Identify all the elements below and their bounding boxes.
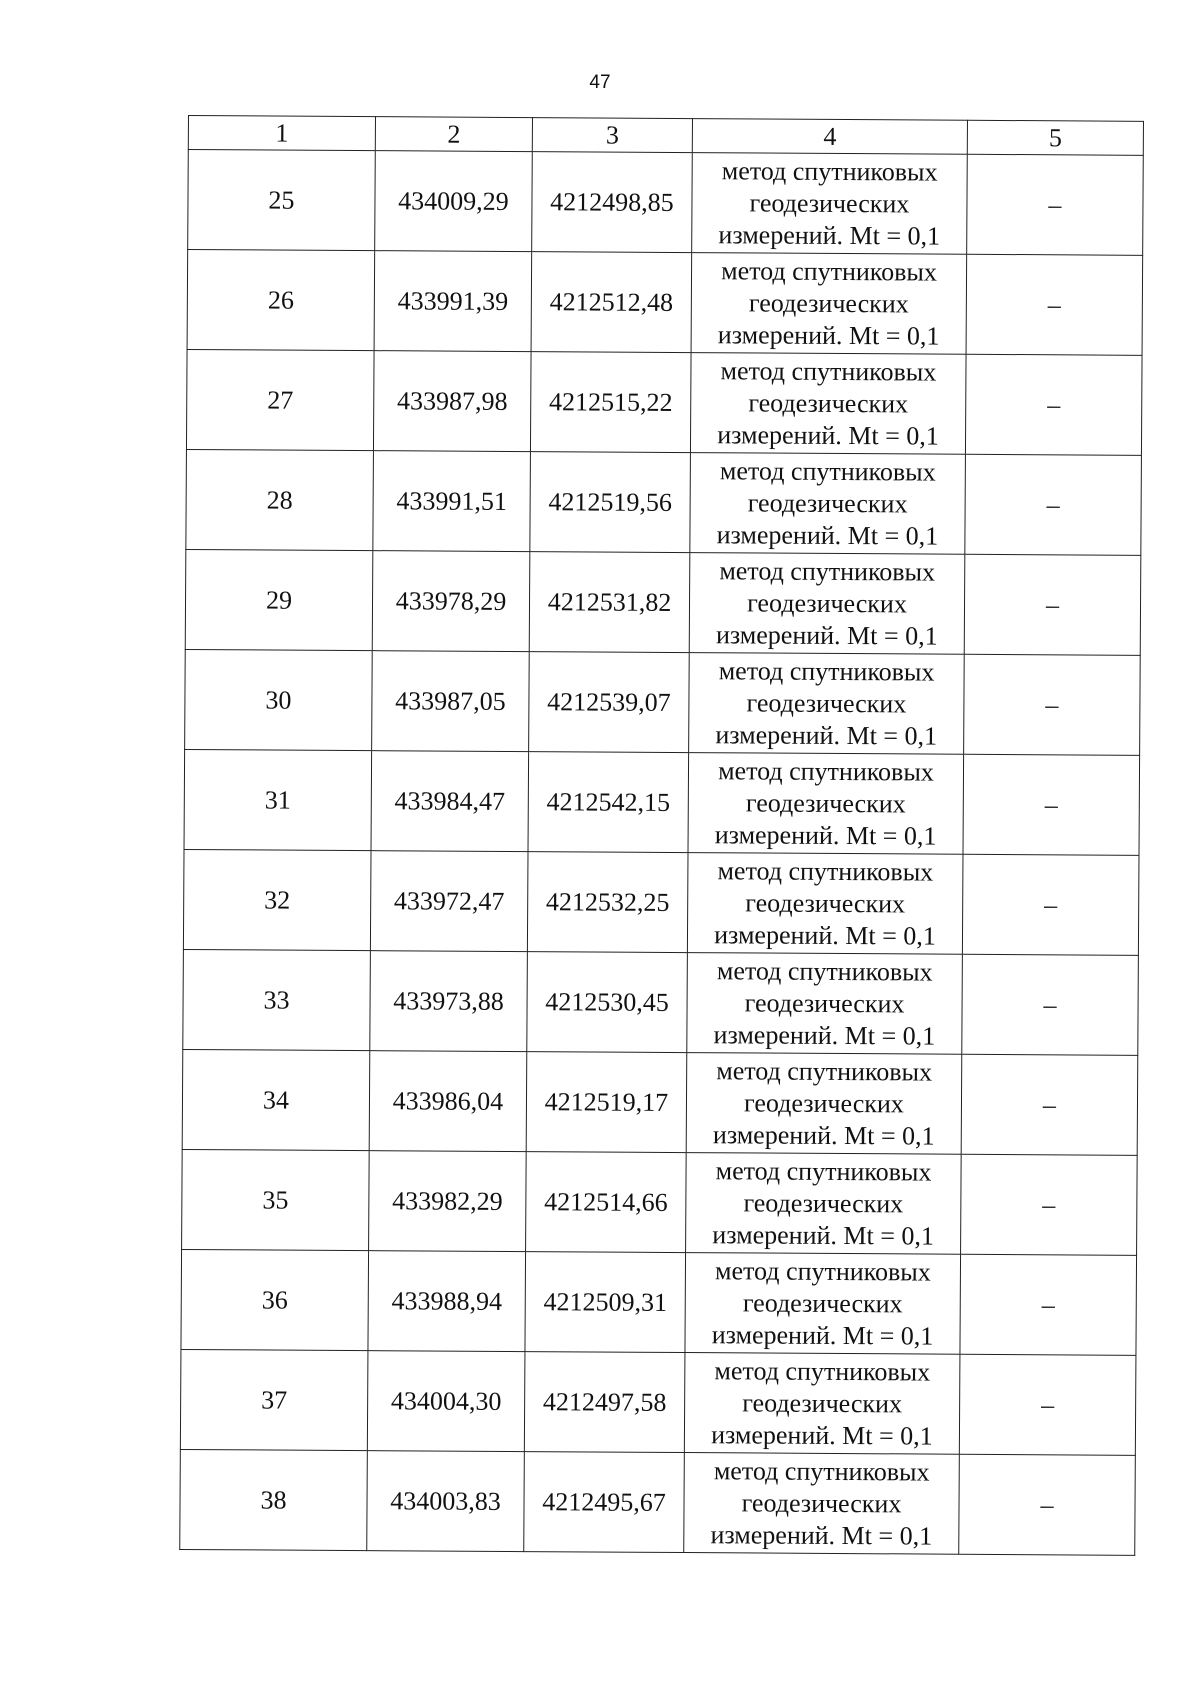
method-text-line: геодезических	[747, 587, 907, 618]
table-row	[186, 349, 1142, 455]
method-cell	[686, 1153, 962, 1255]
point-number-cell: 36	[181, 1249, 369, 1350]
method-text-line: измерений. Mt = 0,1	[710, 1519, 933, 1551]
method-text-line: геодезических	[744, 987, 905, 1018]
method-text-line: геодезических	[749, 187, 910, 218]
header-row	[188, 116, 1143, 156]
method-text-line: геодезических	[742, 1287, 903, 1318]
table-row	[180, 1449, 1136, 1555]
x-coordinate-cell: 433973,88	[370, 951, 528, 1052]
table-row	[186, 449, 1142, 555]
table-row	[185, 549, 1141, 655]
method-text-line: метод спутниковых	[715, 1255, 931, 1287]
note-cell: –	[961, 1054, 1138, 1155]
y-coordinate-cell: 4212532,25	[527, 852, 688, 953]
method-cell	[690, 453, 966, 555]
method-text-line: метод спутниковых	[713, 1455, 930, 1487]
note-cell: –	[962, 954, 1139, 1055]
method-text-line: геодезических	[745, 887, 906, 918]
note-cell: –	[960, 1254, 1137, 1355]
method-cell	[687, 953, 963, 1055]
method-text-line: геодезических	[742, 1387, 903, 1418]
method-text-line: метод спутниковых	[716, 1055, 933, 1087]
method-text-line: геодезических	[748, 287, 909, 318]
method-text-line: метод спутниковых	[715, 1155, 932, 1187]
y-coordinate-cell: 4212531,82	[529, 552, 690, 653]
point-number-cell: 26	[187, 250, 375, 351]
table-row	[180, 1349, 1136, 1455]
y-coordinate-cell: 4212509,31	[525, 1252, 686, 1353]
x-coordinate-cell: 433972,47	[370, 851, 528, 952]
note-cell: –	[961, 1154, 1138, 1255]
table-row	[188, 150, 1144, 256]
method-text-line: измерений. Mt = 0,1	[712, 1219, 935, 1251]
point-number-cell: 35	[182, 1149, 370, 1250]
method-cell	[687, 853, 963, 955]
x-coordinate-cell: 433991,39	[374, 251, 532, 352]
method-cell	[690, 353, 966, 455]
note-cell: –	[964, 554, 1141, 655]
method-text-line: измерений. Mt = 0,1	[712, 1119, 935, 1151]
y-coordinate-cell: 4212530,45	[527, 952, 688, 1053]
method-text-line: измерений. Mt = 0,1	[714, 819, 937, 851]
method-text-line: метод спутниковых	[717, 855, 934, 887]
method-text-line: геодезических	[746, 687, 907, 718]
header-cell-4: 4	[692, 119, 967, 155]
header-cell-1: 1	[188, 116, 375, 151]
y-coordinate-cell: 4212498,85	[532, 152, 693, 253]
point-number-cell: 32	[183, 849, 371, 950]
table-row	[185, 649, 1141, 755]
method-text-line: измерений. Mt = 0,1	[711, 1419, 933, 1451]
method-cell	[692, 153, 968, 255]
x-coordinate-cell: 433987,05	[372, 651, 530, 752]
method-text-line: геодезических	[745, 787, 906, 818]
method-text-line: измерений. Mt = 0,1	[714, 919, 936, 951]
method-text-line: метод спутниковых	[719, 555, 936, 587]
method-text-line: измерений. Mt = 0,1	[711, 1319, 934, 1351]
y-coordinate-cell: 4212515,22	[530, 352, 691, 453]
method-text-line: метод спутниковых	[716, 955, 933, 987]
note-cell: –	[959, 1354, 1136, 1455]
header-cell-3: 3	[532, 118, 692, 153]
y-coordinate-cell: 4212512,48	[531, 252, 692, 353]
point-number-cell: 31	[184, 749, 372, 850]
x-coordinate-cell: 433986,04	[369, 1051, 527, 1152]
y-coordinate-cell: 4212497,58	[524, 1352, 685, 1453]
method-text-line: метод спутниковых	[720, 355, 937, 387]
method-text-line: измерений. Mt = 0,1	[715, 719, 938, 751]
header-cell-2: 2	[375, 117, 532, 152]
x-coordinate-cell: 433982,29	[369, 1151, 527, 1252]
method-cell	[691, 253, 967, 355]
point-number-cell: 29	[185, 549, 373, 650]
y-coordinate-cell: 4212539,07	[529, 652, 690, 753]
y-coordinate-cell: 4212519,17	[526, 1052, 687, 1153]
header-cell-5: 5	[967, 120, 1143, 155]
point-number-cell: 30	[185, 649, 373, 750]
method-text-line: метод спутниковых	[714, 1355, 931, 1387]
point-number-cell: 27	[186, 349, 374, 450]
x-coordinate-cell: 433978,29	[372, 551, 530, 652]
note-cell: –	[967, 154, 1144, 255]
method-text-line: геодезических	[741, 1487, 902, 1518]
table-row	[182, 1149, 1138, 1255]
table-row	[181, 1249, 1137, 1355]
method-cell	[689, 553, 965, 655]
note-cell: –	[963, 754, 1140, 855]
note-cell: –	[962, 854, 1139, 955]
table-row	[183, 849, 1139, 955]
method-text-line: измерений. Mt = 0,1	[718, 219, 941, 251]
table-body	[180, 150, 1144, 1556]
table-row	[182, 1049, 1138, 1155]
method-text-line: геодезических	[748, 387, 909, 418]
point-number-cell: 38	[180, 1449, 368, 1550]
method-text-line: метод спутниковых	[721, 155, 938, 187]
point-number-cell: 34	[182, 1049, 370, 1150]
method-text-line: геодезических	[743, 1187, 904, 1218]
note-cell: –	[966, 254, 1143, 355]
y-coordinate-cell: 4212542,15	[528, 752, 689, 853]
x-coordinate-cell: 433988,94	[368, 1251, 526, 1352]
x-coordinate-cell: 433991,51	[373, 451, 531, 552]
table-row	[184, 749, 1140, 855]
y-coordinate-cell: 4212514,66	[526, 1152, 687, 1253]
coordinates-table	[179, 115, 1144, 1556]
method-text-line: измерений. Mt = 0,1	[713, 1019, 936, 1051]
point-number-cell: 28	[186, 449, 374, 550]
table-row	[187, 250, 1143, 356]
method-cell	[684, 1353, 960, 1455]
x-coordinate-cell: 433984,47	[371, 751, 529, 852]
method-text-line: измерений. Mt = 0,1	[717, 319, 940, 351]
y-coordinate-cell: 4212519,56	[530, 452, 691, 553]
method-text-line: метод спутниковых	[721, 255, 937, 287]
point-number-cell: 37	[180, 1349, 368, 1450]
x-coordinate-cell: 434003,83	[367, 1451, 525, 1552]
note-cell: –	[965, 454, 1142, 555]
method-text-line: измерений. Mt = 0,1	[715, 619, 938, 651]
table-row	[183, 949, 1139, 1055]
x-coordinate-cell: 433987,98	[373, 351, 531, 452]
method-text-line: измерений. Mt = 0,1	[716, 519, 939, 551]
note-cell: –	[959, 1454, 1136, 1555]
method-cell	[684, 1453, 960, 1555]
y-coordinate-cell: 4212495,67	[524, 1452, 685, 1553]
method-text-line: измерений. Mt = 0,1	[717, 419, 939, 451]
method-cell	[688, 753, 964, 855]
method-text-line: геодезических	[744, 1087, 904, 1118]
method-cell	[689, 653, 965, 755]
method-cell	[685, 1253, 961, 1355]
point-number-cell: 33	[183, 949, 371, 1050]
point-number-cell: 25	[188, 150, 376, 251]
method-text-line: метод спутниковых	[718, 655, 935, 687]
method-cell	[686, 1053, 962, 1155]
note-cell: –	[964, 654, 1141, 755]
page-number: 47	[589, 72, 611, 93]
x-coordinate-cell: 434004,30	[367, 1351, 525, 1452]
x-coordinate-cell: 434009,29	[375, 151, 533, 252]
method-text-line: метод спутниковых	[718, 755, 934, 787]
method-text-line: геодезических	[747, 487, 908, 518]
method-text-line: метод спутниковых	[719, 455, 936, 487]
table-container	[179, 115, 1143, 1556]
note-cell: –	[965, 354, 1142, 455]
